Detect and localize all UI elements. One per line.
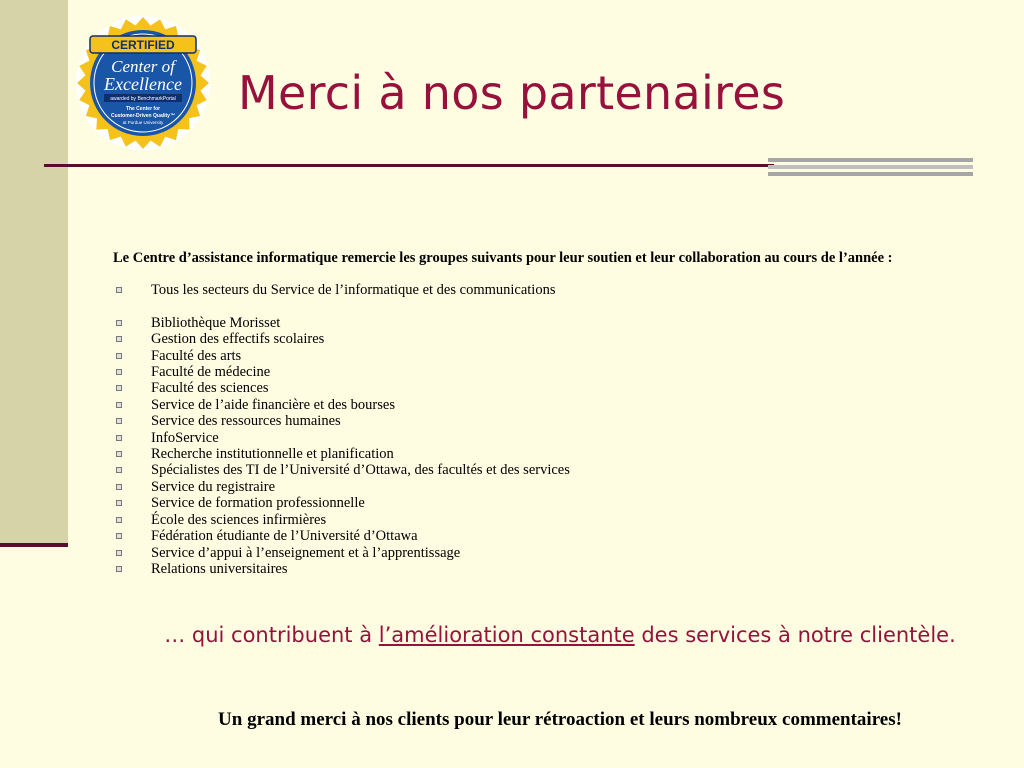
list-item [113,380,973,396]
tagline-prefix: … qui contribuent à [164,623,379,647]
list-item-label: Gestion des effectifs scolaires [151,331,325,348]
list-item-label: Recherche institutionnelle et planification [151,446,394,463]
list-item [113,479,973,495]
square-bullet-icon [116,336,122,342]
partner-groups-list [113,282,973,577]
logo-small-text-2: The Center for [125,106,161,112]
list-item-label: Relations universitaires [151,560,288,577]
square-bullet-icon [116,500,122,506]
logo-main-line1: Center of [111,57,175,76]
left-bar-accent-line [0,543,68,547]
logo-certified-text: CERTIFIED [111,38,175,52]
tagline-emphasis: l’amélioration constante [378,623,635,647]
logo-small-text-4: at Purdue University [122,120,164,125]
list-item [113,512,973,528]
list-item-label: École des sciences infirmières [151,511,327,528]
list-item [113,430,973,446]
left-decorative-bar [0,0,68,543]
square-bullet-icon [116,484,122,490]
list-item [113,413,973,429]
title-divider [44,164,774,167]
square-bullet-icon [116,385,122,391]
list-item [113,315,973,331]
square-bullet-icon [116,566,122,572]
list-item-label: Fédération étudiante de l’Université d’Ottawa [151,528,418,545]
list-item-label: Service de l’aide financière et des bourses [151,396,395,413]
list-item [113,545,973,561]
list-item-label: InfoService [151,429,219,446]
list-item-label: Service des ressources humaines [151,413,341,430]
list-item-label: Service du registraire [151,478,276,495]
square-bullet-icon [116,467,122,473]
intro-paragraph: Le Centre d’assistance informatique remercie les groupes suivants pour leur soutien et leur collaboration au cours de l’année : [113,250,893,266]
list-item [113,446,973,462]
list-item-label: Spécialistes des TI de l’Université d’Ottawa, des facultés et des services [151,462,570,479]
tagline [120,622,1000,648]
list-item-label: Service d’appui à l’enseignement et à l’apprentissage [151,544,461,561]
square-bullet-icon [116,451,122,457]
list-item [113,397,973,413]
logo-small-text-1: awarded by BenchmarkPortal [110,96,176,102]
list-item [113,331,973,347]
square-bullet-icon [116,287,122,293]
certified-center-of-excellence-logo [74,14,212,152]
list-item [113,528,973,544]
square-bullet-icon [116,517,122,523]
page-title: Merci à nos partenaires [238,66,786,120]
list-item-label: Faculté des sciences [151,380,269,397]
tagline-suffix: des services à notre clientèle. [634,623,956,647]
list-item [113,348,973,364]
square-bullet-icon [116,533,122,539]
square-bullet-icon [116,435,122,441]
square-bullet-icon [116,418,122,424]
square-bullet-icon [116,353,122,359]
square-bullet-icon [116,369,122,375]
list-item [113,495,973,511]
list-item-label: Tous les secteurs du Service de l’informatique et des communications [151,282,556,299]
decorative-gray-bars [768,158,973,179]
logo-main-line2: Excellence [104,74,182,94]
list-item-label: Faculté de médecine [151,364,271,381]
closing-message: Un grand merci à nos clients pour leur rétroaction et leurs nombreux commentaires! [218,709,902,730]
square-bullet-icon [116,402,122,408]
list-item-label: Service de formation professionnelle [151,495,365,512]
list-item [113,364,973,380]
list-item [113,282,973,298]
list-item-label: Bibliothèque Morisset [151,314,281,331]
square-bullet-icon [116,550,122,556]
list-item [113,462,973,478]
square-bullet-icon [116,320,122,326]
list-item [113,561,973,577]
main-content [113,250,973,577]
logo-small-text-3: Customer-Driven Quality™ [111,113,175,119]
list-item-label: Faculté des arts [151,347,242,364]
